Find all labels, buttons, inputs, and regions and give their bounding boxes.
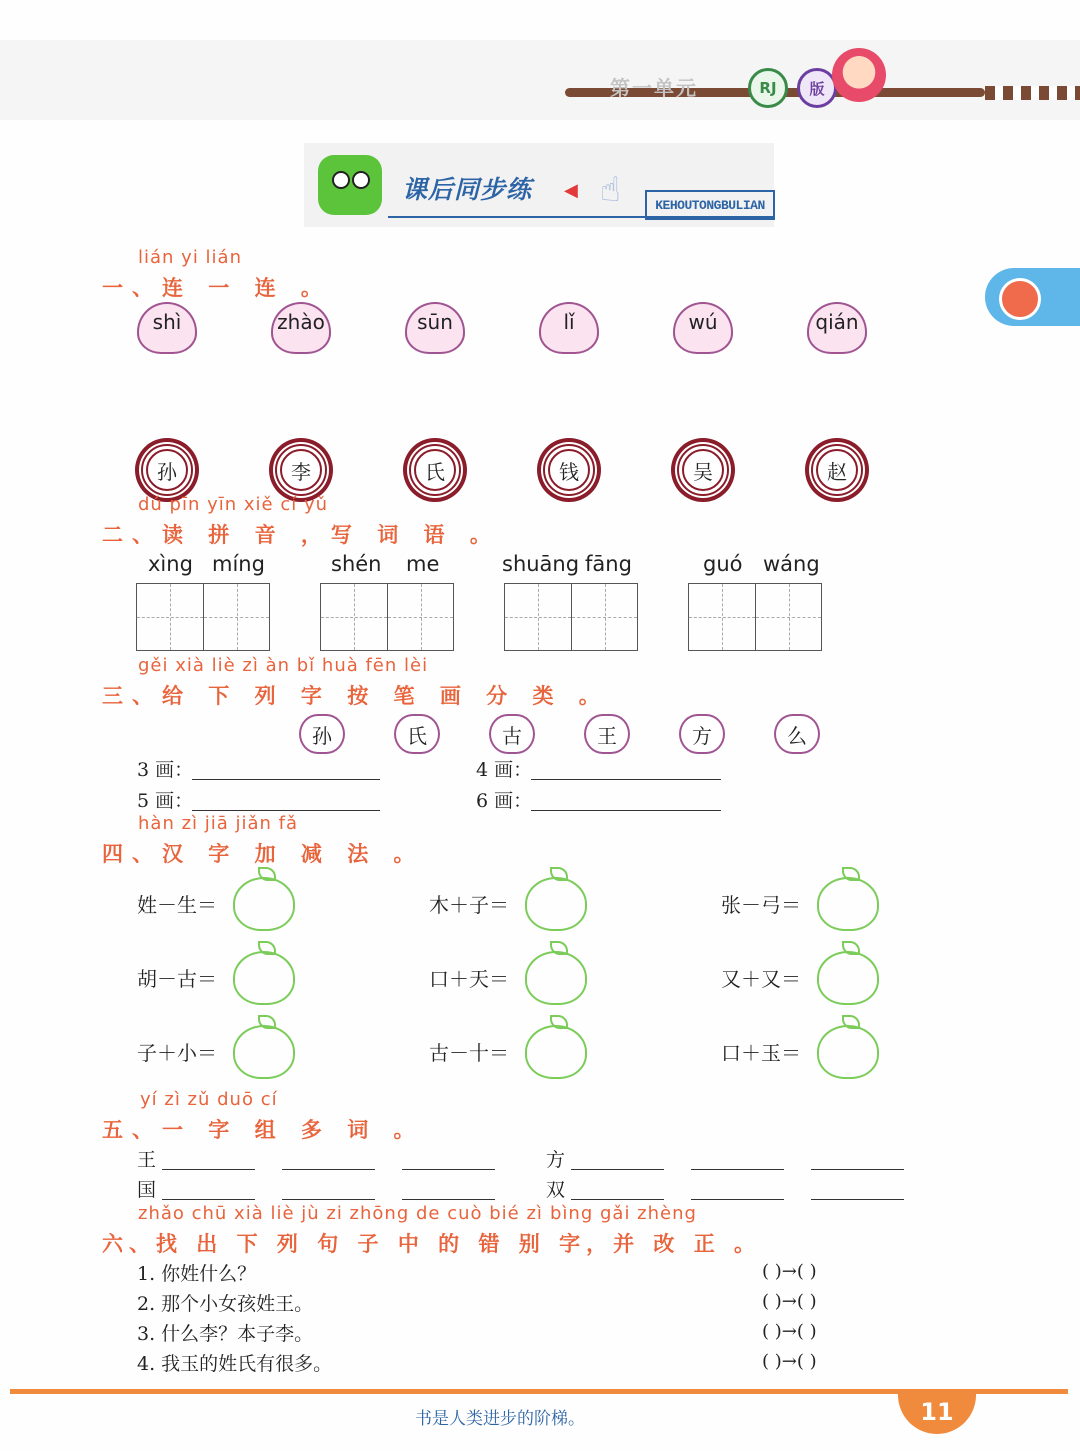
equation-3: 张－弓＝ [721, 893, 801, 917]
equation-1: 姓－生＝ [137, 893, 217, 917]
group-char-3: 国 [137, 1179, 157, 1201]
shell-2[interactable]: zhào [271, 302, 331, 354]
apple-answer-9[interactable] [817, 1025, 879, 1079]
correction-2[interactable]: ( )→( ) [762, 1291, 817, 1312]
edition-badge: 版 [797, 68, 837, 108]
sec5-pinyin: yí zì zǔ duō cí [140, 1089, 278, 1110]
group-answer[interactable] [402, 1168, 495, 1170]
sec1-heading: 一、连 一 连 。 [102, 276, 331, 300]
sentence-1: 1. 你姓什么？ [137, 1263, 257, 1285]
writing-grid-3[interactable] [504, 583, 638, 651]
shell-6[interactable]: qián [807, 302, 867, 354]
header-branch-pattern [985, 86, 1080, 100]
apple-answer-3[interactable] [817, 877, 879, 931]
apple-answer-5[interactable] [525, 951, 587, 1005]
word4-pinyin-1: guó [703, 552, 743, 576]
sentence-3: 3. 什么李？本子李。 [137, 1323, 314, 1345]
group-answer[interactable] [811, 1198, 904, 1200]
writing-grid-2[interactable] [320, 583, 454, 651]
sec6-pinyin-b: bìng gǎi zhèng [550, 1203, 697, 1224]
page-number: 11 [898, 1390, 976, 1434]
flower-2[interactable]: 李 [275, 444, 327, 496]
strokes-4-answer[interactable] [531, 778, 721, 780]
group-char-4: 双 [546, 1179, 566, 1201]
banner-english: KEHOUTONGBULIAN [645, 190, 775, 220]
group-answer[interactable] [282, 1198, 375, 1200]
equation-5: 口＋天＝ [429, 967, 509, 991]
apple-answer-7[interactable] [233, 1025, 295, 1079]
sec6-pinyin-a: zhǎo chū xià liè jù zi zhōng de cuò bié zì [138, 1203, 543, 1224]
sec1-pinyin: lián yi lián [138, 247, 242, 268]
group-answer[interactable] [811, 1168, 904, 1170]
strokes-5-label: 5 画： [137, 790, 194, 812]
group-answer[interactable] [691, 1198, 784, 1200]
correction-4[interactable]: ( )→( ) [762, 1351, 817, 1372]
shell-1[interactable]: shì [137, 302, 197, 354]
footer-motto: 书是人类进步的阶梯。 [415, 1409, 585, 1429]
group-char-2: 方 [546, 1149, 566, 1171]
shell-3[interactable]: sūn [405, 302, 465, 354]
strokes-6-label: 6 画： [476, 790, 533, 812]
sec4-pinyin: hàn zì jiā jiǎn fǎ [138, 813, 299, 834]
sentence-4: 4. 我玉的姓氏有很多。 [137, 1353, 333, 1375]
correction-3[interactable]: ( )→( ) [762, 1321, 817, 1342]
strokes-6-answer[interactable] [531, 809, 721, 811]
char-flower-6: 么 [774, 714, 820, 754]
char-flower-5: 方 [679, 714, 725, 754]
girl-mascot-icon [832, 48, 886, 102]
shell-5[interactable]: wú [673, 302, 733, 354]
equation-6: 又＋又＝ [721, 967, 801, 991]
word3-pinyin-2: fāng [585, 552, 632, 576]
page-header [0, 40, 1080, 120]
group-answer[interactable] [282, 1168, 375, 1170]
equation-9: 口＋玉＝ [721, 1041, 801, 1065]
rj-badge: RJ [748, 68, 788, 108]
equation-7: 子＋小＝ [137, 1041, 217, 1065]
sec4-heading: 四、汉 字 加 减 法 。 [102, 842, 424, 866]
char-flower-1: 孙 [299, 714, 345, 754]
banner-title: 课后同步练 [402, 175, 533, 204]
group-answer[interactable] [571, 1168, 664, 1170]
equation-2: 木＋子＝ [429, 893, 509, 917]
flower-4[interactable]: 钱 [543, 444, 595, 496]
arrow-icon: ◀ [564, 180, 578, 201]
writing-grid-4[interactable] [688, 583, 822, 651]
group-char-1: 王 [137, 1149, 157, 1171]
strokes-3-answer[interactable] [192, 778, 380, 780]
word1-pinyin-2: míng [212, 552, 265, 576]
equation-8: 古－十＝ [429, 1041, 509, 1065]
apple-answer-4[interactable] [233, 951, 295, 1005]
sec2-heading: 二、读 拼 音 ，写 词 语 。 [102, 523, 500, 547]
char-flower-4: 王 [584, 714, 630, 754]
word2-pinyin-1: shén [331, 552, 382, 576]
shell-4[interactable]: lǐ [539, 302, 599, 354]
word1-pinyin-1: xìng [148, 552, 193, 576]
side-tab[interactable] [985, 268, 1080, 326]
group-answer[interactable] [402, 1198, 495, 1200]
apple-answer-6[interactable] [817, 951, 879, 1005]
sec3-heading: 三、给 下 列 字 按 笔 画 分 类 。 [102, 684, 609, 708]
group-answer[interactable] [162, 1198, 255, 1200]
flower-1[interactable]: 孙 [141, 444, 193, 496]
sec6-heading: 六、找 出 下 列 句 子 中 的 错 别 字，并 改 正 。 [102, 1232, 762, 1256]
unit-label: 第一单元 [610, 76, 698, 100]
equation-4: 胡－古＝ [137, 967, 217, 991]
group-answer[interactable] [162, 1168, 255, 1170]
monster-mascot-icon [318, 155, 382, 215]
apple-answer-2[interactable] [525, 877, 587, 931]
strokes-4-label: 4 画： [476, 759, 533, 781]
sec5-heading: 五、一 字 组 多 词 。 [102, 1118, 424, 1142]
char-flower-3: 古 [489, 714, 535, 754]
writing-grid-1[interactable] [136, 583, 270, 651]
group-answer[interactable] [571, 1198, 664, 1200]
group-answer[interactable] [691, 1168, 784, 1170]
correction-1[interactable]: ( )→( ) [762, 1261, 817, 1282]
sec2-pinyin: dú pīn yīn xiě cí yǔ [138, 494, 329, 515]
flower-6[interactable]: 赵 [811, 444, 863, 496]
banner-underline [388, 216, 774, 218]
flower-3[interactable]: 氏 [409, 444, 461, 496]
sentence-2: 2. 那个小女孩姓王。 [137, 1293, 314, 1315]
hand-icon: ☝ [600, 170, 621, 210]
word3-pinyin-1: shuāng [502, 552, 580, 576]
sec3-pinyin: gěi xià liè zì àn bǐ huà fēn lèi [138, 655, 429, 676]
char-flower-2: 氏 [394, 714, 440, 754]
strokes-3-label: 3 画： [137, 759, 194, 781]
word2-pinyin-2: me [406, 552, 440, 576]
fox-icon [999, 278, 1041, 320]
apple-answer-8[interactable] [525, 1025, 587, 1079]
flower-5[interactable]: 吴 [677, 444, 729, 496]
apple-answer-1[interactable] [233, 877, 295, 931]
word4-pinyin-2: wáng [763, 552, 820, 576]
strokes-5-answer[interactable] [192, 809, 380, 811]
